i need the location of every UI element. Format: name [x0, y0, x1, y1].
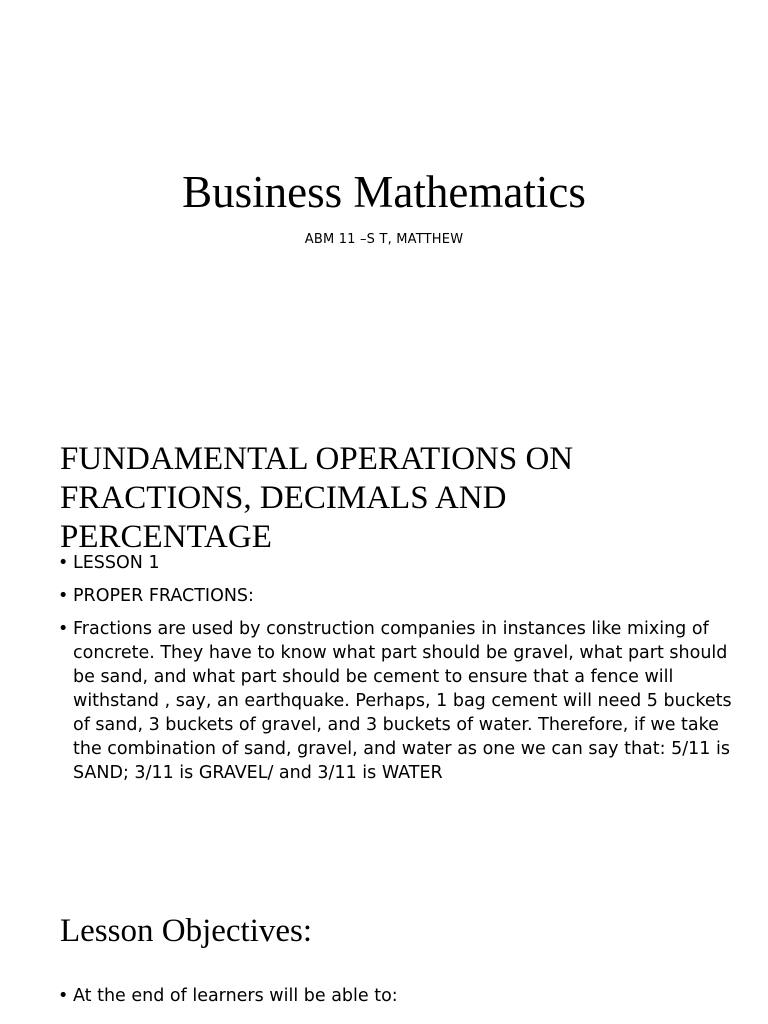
heading-line: FRACTIONS, DECIMALS AND — [60, 480, 507, 516]
presentation-subtitle: ABM 11 –S T, MATTHEW — [304, 232, 464, 247]
bullet-icon: • — [58, 586, 69, 606]
bullet-text: PROPER FRACTIONS: — [73, 586, 254, 606]
objectives-slide — [0, 905, 768, 1024]
bullet-list — [58, 984, 738, 1017]
heading-line: FUNDAMENTAL OPERATIONS ON — [60, 441, 574, 477]
bullet-text: Fractions are used by construction companies in instances like mixing of concrete. They have to know what part should be gravel, what part should be sand, and what part should be cement to ensure that a fence will withstand , say, an earthquake. Perhaps, 1 bag cement will need 5 buckets of sand, 3 buckets of gravel, and 3 buckets of water. Therefore, if we take the combination of sand, gravel, and water as one we can say that: 5/11 is SAND; 3/11 is GRAVEL/ and 3/11 is WATER — [73, 619, 732, 783]
bullet-icon: • — [58, 619, 69, 639]
bullet-text: LESSON 1 — [73, 553, 160, 573]
slide-heading — [60, 440, 750, 557]
presentation-title: Business Mathematics — [182, 167, 586, 217]
fractions-slide — [0, 440, 768, 820]
bullet-item — [58, 617, 738, 785]
bullet-text: At the end of learners will be able to: — [73, 986, 398, 1006]
slide-heading: Lesson Objectives: — [60, 913, 313, 949]
heading-line: PERCENTAGE — [60, 519, 272, 555]
bullet-icon: • — [58, 986, 69, 1006]
bullet-item — [58, 984, 738, 1008]
title-slide — [0, 0, 768, 400]
bullet-item — [58, 584, 738, 608]
bullet-list — [58, 551, 738, 794]
bullet-item — [58, 551, 738, 575]
bullet-icon: • — [58, 553, 69, 573]
